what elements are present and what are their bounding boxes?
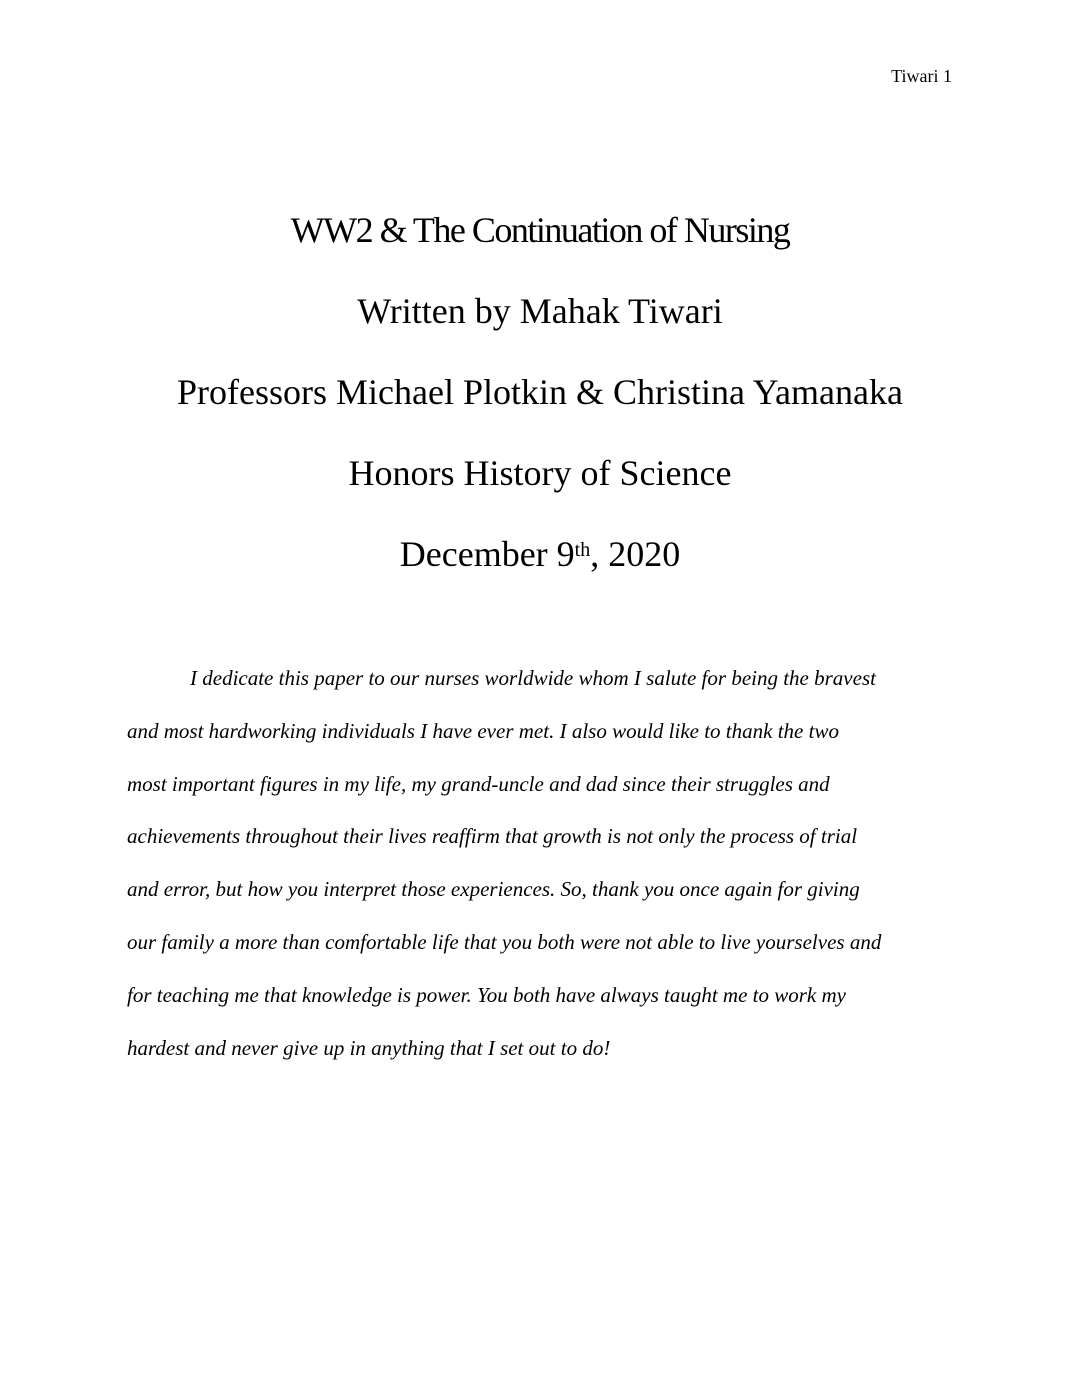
- date-month-day: December 9: [399, 534, 575, 574]
- paper-title: WW2 & The Continuation of Nursing: [290, 210, 790, 250]
- date-ordinal-suffix: th: [574, 539, 591, 561]
- dedication-line: hardest and never give up in anything that I set out to do!: [127, 1035, 611, 1060]
- dedication-line: and most hardworking individuals I have ever met. I also would like to thank the two: [127, 718, 839, 743]
- date-line: [0, 532, 1080, 576]
- dedication-line: I dedicate this paper to our nurses worldwide whom I salute for being the bravest: [190, 666, 876, 690]
- date-year: , 2020: [590, 534, 681, 574]
- course-line: Honors History of Science: [348, 453, 732, 493]
- dedication-line: and error, but how you interpret those experiences. So, thank you once again for giving: [127, 877, 860, 902]
- dedication-line: for teaching me that knowledge is power. You both have always taught me to work my: [127, 982, 846, 1007]
- dedication-line: achievements throughout their lives reaffirm that growth is not only the process of trial: [127, 824, 858, 849]
- author-line: Written by Mahak Tiwari: [357, 291, 723, 331]
- running-header-page-number: Tiwari 1: [891, 66, 952, 86]
- dedication-line: most important figures in my life, my grand-uncle and dad since their struggles and: [127, 771, 830, 796]
- dedication-line: our family a more than comfortable life that you both were not able to live yourselves and: [127, 929, 882, 954]
- professors-line: Professors Michael Plotkin & Christina Yamanaka: [177, 372, 903, 412]
- dedication-paragraph: [127, 652, 957, 1074]
